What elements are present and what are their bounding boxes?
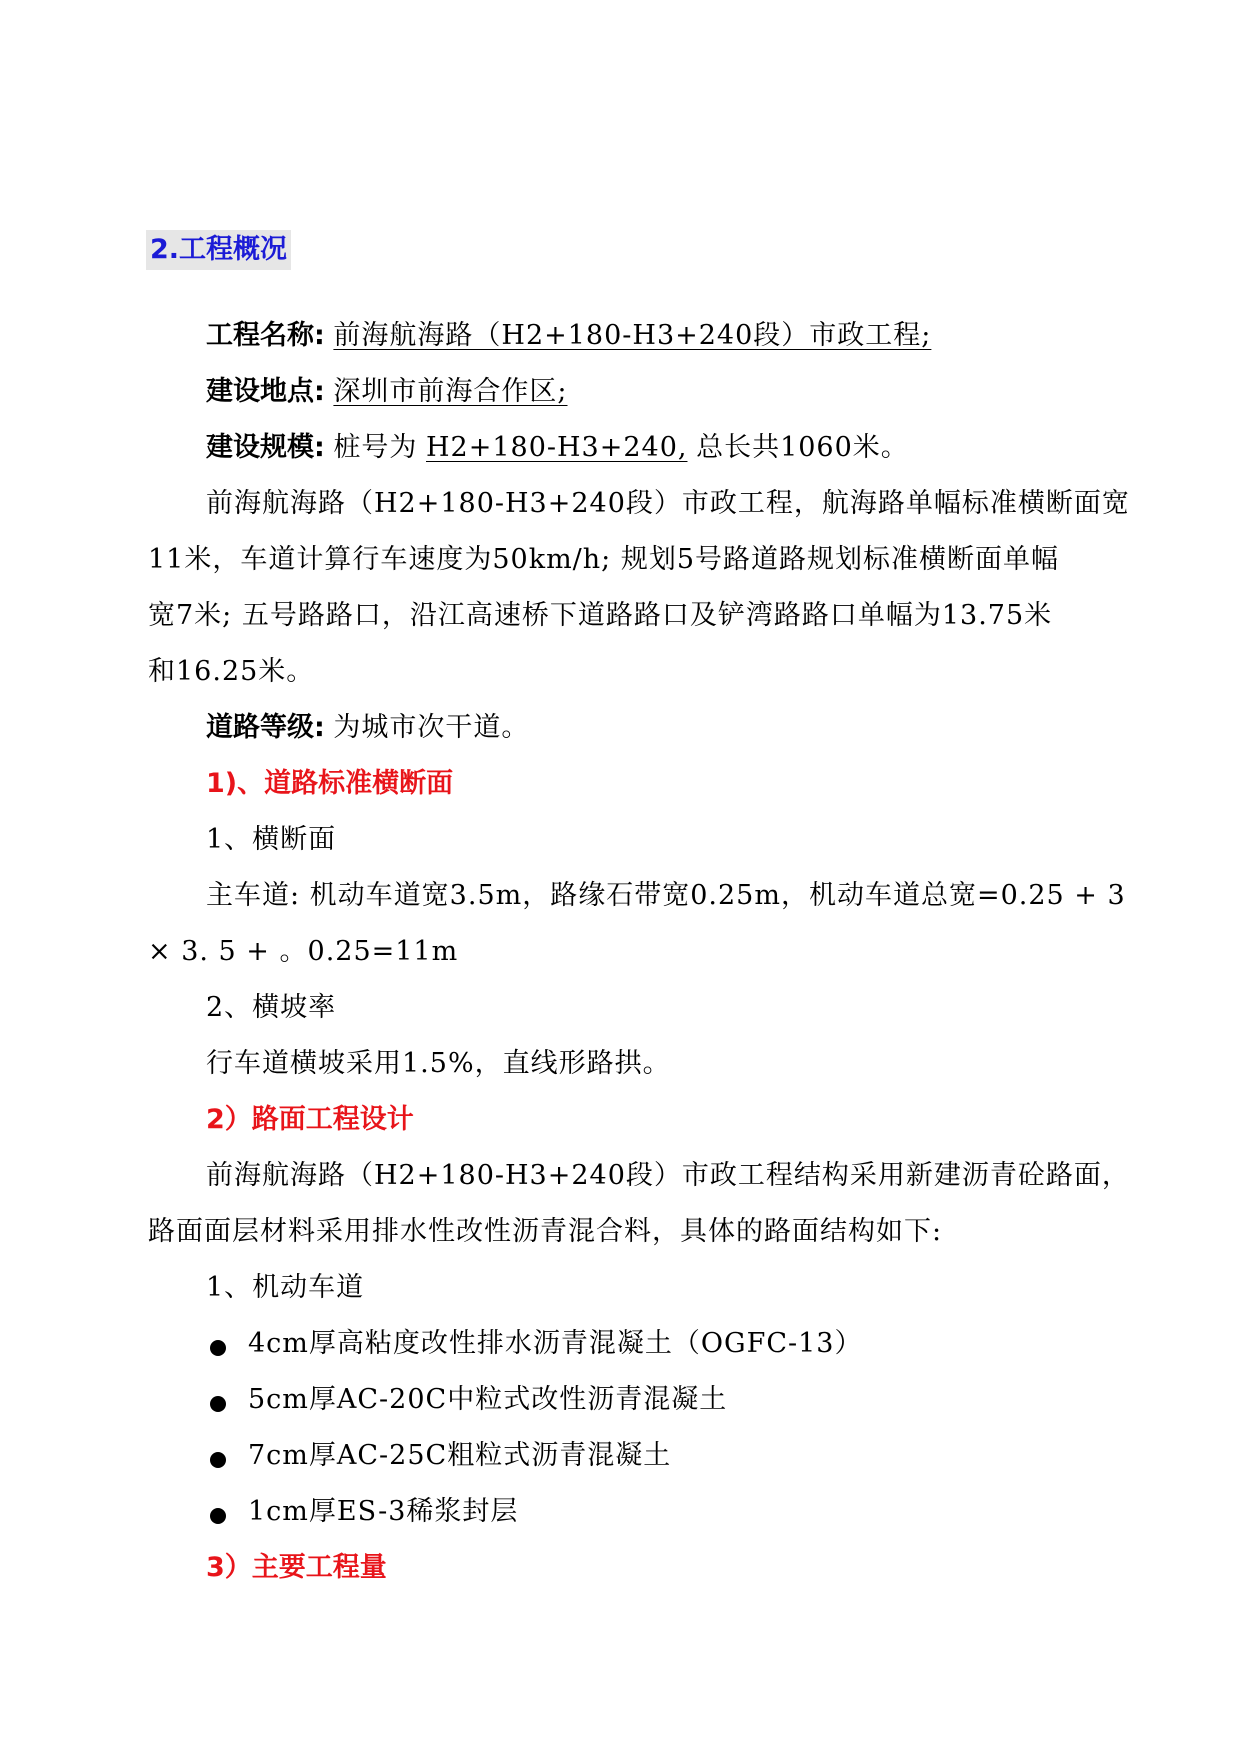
scale-range: H2+180-H3+240, <box>426 432 688 463</box>
slope-text: 行车道横坡采用1.5%，直线形路拱。 <box>206 1048 671 1079</box>
bullet-item: 5cm厚AC-20C中粒式改性沥青混凝土 <box>248 1384 728 1415</box>
road-grade-value: 为城市次干道。 <box>333 712 530 743</box>
scale-line <box>206 428 909 468</box>
pavement-paragraph: 前海航海路（H2+180-H3+240段）市政工程结构采用新建沥青砼路面， <box>206 1160 1130 1191</box>
bullet-item: 4cm厚高粘度改性排水沥青混凝土（OGFC-13） <box>248 1328 863 1359</box>
bullet-icon <box>210 1452 226 1468</box>
paragraph1-line: 宽7米; 五号路路口，沿江高速桥下道路路口及铲湾路路口单幅为13.75米 <box>148 600 1053 631</box>
location-line <box>206 372 568 412</box>
subheading-1: 1)、道路标准横断面 <box>206 768 454 799</box>
list-item: 2、横坡率 <box>206 992 337 1023</box>
cross-section-text: × 3. 5 + 。0.25=11m <box>148 936 459 967</box>
scale-suffix: 总长共1060米。 <box>696 432 909 463</box>
bullet-icon <box>210 1396 226 1412</box>
scale-label: 建设规模: <box>206 432 325 463</box>
subheading-2: 2）路面工程设计 <box>206 1104 414 1135</box>
section-heading: 2.工程概况 <box>146 230 291 270</box>
location-label: 建设地点: <box>206 376 325 407</box>
pavement-paragraph: 路面面层材料采用排水性改性沥青混合料，具体的路面结构如下: <box>148 1216 943 1247</box>
list-item: 1、横断面 <box>206 824 337 855</box>
subheading-3: 3）主要工程量 <box>206 1552 387 1583</box>
bullet-item: 1cm厚ES-3稀浆封层 <box>248 1496 519 1527</box>
list-item: 1、机动车道 <box>206 1272 365 1303</box>
project-name-line <box>206 316 931 356</box>
paragraph1-line: 和16.25米。 <box>148 656 315 687</box>
scale-prefix: 桩号为 <box>333 432 418 463</box>
location-value: 深圳市前海合作区; <box>333 376 568 407</box>
road-grade-line <box>206 708 529 748</box>
bullet-item: 7cm厚AC-25C粗粒式沥青混凝土 <box>248 1440 672 1471</box>
paragraph1-line: 前海航海路（H2+180-H3+240段）市政工程，航海路单幅标准横断面宽 <box>206 488 1130 519</box>
paragraph1-line: 11米，车道计算行车速度为50km/h; 规划5号路道路规划标准横断面单幅 <box>148 544 1060 575</box>
cross-section-text: 主车道: 机动车道宽3.5m，路缘石带宽0.25m，机动车道总宽=0.25 + 3 <box>206 880 1126 911</box>
project-name-label: 工程名称: <box>206 320 325 351</box>
bullet-icon <box>210 1508 226 1524</box>
project-name-value: 前海航海路（H2+180-H3+240段）市政工程; <box>333 320 932 351</box>
road-grade-label: 道路等级: <box>206 712 325 743</box>
bullet-icon <box>210 1340 226 1356</box>
